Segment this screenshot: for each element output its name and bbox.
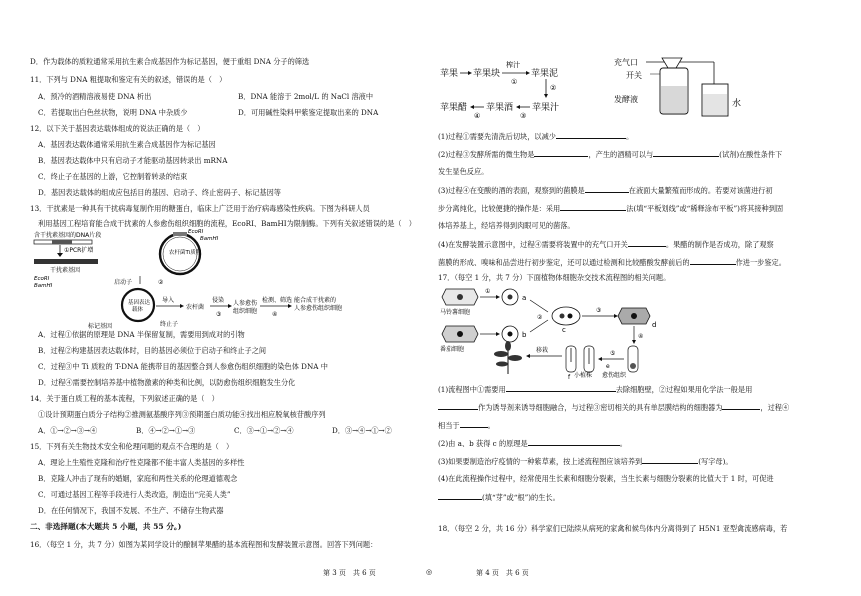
water-label: 水 <box>732 99 742 109</box>
flow-press: 榨汁 <box>506 61 520 69</box>
switch-label: 开关 <box>626 71 642 80</box>
plantlet-label: 小植株 <box>574 372 593 379</box>
detect-label: 检测、筛选 <box>262 297 293 304</box>
q15-stem: 15．下列有关生物技术安全和伦理问题的观点不合理的是（ ） <box>30 442 234 451</box>
liquid-label: 发酵液 <box>614 95 638 104</box>
result-label-2: 人参愈伤组织细胞 <box>294 305 343 312</box>
q16-part3: (3)过程④在变酸的酒的表面，观察到的菌膜是 在液面大量繁殖而形成的。若要对该菌进行初 <box>438 186 773 195</box>
q11-options-cd: C．若提取出白色丝状物，说明 DNA 中杂质少 D．可用碱性染料甲紫鉴定提取出来的 DNA <box>38 108 379 117</box>
q14-stem: 14．关于蛋白质工程的基本流程，下列叙述正确的是（ ） <box>30 394 219 403</box>
q16-part2-cont: 发生显色反应。 <box>438 167 489 176</box>
callus-cell-label-2: 组织细胞 <box>233 308 258 315</box>
label-e: e <box>606 363 610 370</box>
flow-mash: 苹果泥 <box>531 69 559 79</box>
q17-part4: (4)在此流程操作过程中，经常使用生长素和细胞分裂素，当生长素与细胞分裂素的比值大于 1 时，可促进 <box>438 474 774 483</box>
flow-chunk: 苹果块 <box>473 69 501 79</box>
flow-step2: ② <box>550 84 557 92</box>
flow-wine: 苹果酒 <box>486 103 514 113</box>
q13-option-a: A．过程①依据的原理是 DNA 半保留复制，需要用到成对的引物 <box>38 330 245 339</box>
fused-cell-c <box>552 307 580 325</box>
q15-option-a: A．理论上生殖性克隆和治疗性克隆都不能丰富人类基因的多样性 <box>38 458 245 467</box>
left-page-footer: 第 3 页 共 6 页 <box>323 569 376 577</box>
q13-option-c: C．过程③中 Ti 质粒的 T-DNA 能携带目的基因整合到人参愈伤组织细胞的染色体 DNA 中 <box>38 362 328 371</box>
flow-step3: ③ <box>520 112 527 120</box>
ifn-gene-bar <box>34 259 98 264</box>
infect-label: 侵染 <box>212 297 225 304</box>
vector-label-2: 载体 <box>132 307 144 313</box>
q17-part3: (3)如果要制造治疗疫情的一种紫草素，按上述流程图应该培养到 (写字母)。 <box>438 457 733 466</box>
q16-part3-cont: 步分离纯化，比较便捷的操作是：采用 法(填“平板划线”或“稀释涂布平板”)将其接种到固 <box>438 204 784 213</box>
ifn-gene-label: 干扰素基因 <box>50 267 81 274</box>
flow-step4: ④ <box>474 112 481 120</box>
marker-label: 标记基因 <box>88 323 113 330</box>
label-f: f <box>568 374 571 380</box>
q12-option-c: C．终止子在基因的上游，它控制着转录的结束 <box>38 172 188 181</box>
result-label-1: 能合成干扰素的 <box>294 297 337 304</box>
q16-part1: (1)过程①需要先清洗后切块，以减少 。 <box>438 132 634 141</box>
vector-label-1: 基因表达 <box>128 300 151 306</box>
import-label: 导入 <box>162 297 175 304</box>
q15-option-b: B．克隆人冲击了现有的婚姻，家庭和两性关系的伦理道德观念 <box>38 474 238 483</box>
promoter-label: 启动子 <box>114 279 133 286</box>
mature-plant <box>494 341 522 374</box>
protoplast-fusion-diagram <box>438 284 668 380</box>
label-d: d <box>652 321 657 329</box>
terminator-label: 终止子 <box>160 321 179 328</box>
transplant-label: 移栽 <box>536 347 549 354</box>
fermentation-device <box>614 56 754 126</box>
left-page <box>30 0 433 596</box>
q10-option-d: D．作为载体的质粒通常采用抗生素合成基因作为标记基因，便于重组 DNA 分子的筛选 <box>30 57 310 66</box>
ecori-left-label: EcoRⅠ <box>34 276 50 282</box>
potato-label: 马铃薯细胞 <box>440 309 471 316</box>
step2-label: ② <box>158 279 164 286</box>
step2-label-fusion: ② <box>537 314 543 321</box>
pcr-step-label: ①PCR扩增 <box>64 247 94 254</box>
binding-mark: ◎ <box>426 568 433 576</box>
flow-juice: 苹果汁 <box>532 103 560 113</box>
q17-part4-cont: (填“芽”或“根”)的生长。 <box>438 492 560 502</box>
q12-option-a: A．基因表达载体通常采用抗生素合成基因作为标记基因 <box>38 140 216 149</box>
q16-stem: 16．（每空 1 分，共 7 分）如图为某同学设计的酿制苹果醋的基本流程图和发酵装置示意图。回答下列问题： <box>30 540 378 549</box>
dna-fragment-gene <box>52 240 72 244</box>
dna-fragment-label: 含干扰素基因的DNA片段 <box>34 232 102 239</box>
q12-option-b: B．基因表达载体中只有启动子才能驱动基因转录出 mRNA <box>38 156 228 165</box>
step3-label-fusion: ③ <box>596 307 602 314</box>
bamhi-left-label: BamHⅠ <box>34 283 53 289</box>
inlet-label: 充气口 <box>614 58 638 67</box>
q17-part1-cont: 作为诱导剂来诱导细胞融合，与过程③密切相关的具有单层膜结构的细胞器为 ，过程④ <box>438 402 789 412</box>
step4-label-fusion: ④ <box>638 333 644 340</box>
q15-option-c: C．可通过基因工程等手段进行人类改造，制造出“完美人类” <box>38 490 231 499</box>
section-2-heading: 二、非选择题(本大题共 5 小题，共 55 分。) <box>30 522 182 531</box>
q15-option-d: D．在任何情况下，我国不发展、不生产、不储存生物武器 <box>38 506 224 515</box>
q18-stem: 18．（每空 2 分，共 16 分）科学家们已陆续从病死的家禽和候鸟体内分离得到了 H5N1 亚型禽流感病毒，若 <box>438 524 788 533</box>
label-b: b <box>522 331 527 339</box>
q17-stem: 17．（每空 1 分，共 7 分）下面植物体细胞杂交技术流程图的相关问题。 <box>438 273 671 282</box>
q11-stem: 11．下列与 DNA 粗提取和鉴定有关的叙述，错误的是（ ） <box>30 75 227 84</box>
q13-option-d: D．过程④需要控制培养基中植物激素的种类和比例，以防愈伤组织细胞发生分化 <box>38 378 296 387</box>
q13-stem-line2: 利用基因工程培育能合成干扰素的人参愈伤组织细胞的流程，EcoRⅠ、BamHⅠ为限制酶。下列有关叙述错误的是（ ） <box>38 219 416 228</box>
q17-part2: (2)由 a、b 获得 c 的原理是 。 <box>438 439 627 448</box>
label-a: a <box>522 294 527 302</box>
bamhi-plasmid-label: BamHⅠ <box>200 236 219 242</box>
flow-vinegar: 苹果醋 <box>440 103 468 113</box>
step5-label: ⑤ <box>610 350 616 357</box>
q13-stem-line1: 13．干扰素是一种具有干扰病毒复制作用的糖蛋白，临床上广泛用于治疗病毒感染性疾病。下图为科研人员 <box>30 204 370 213</box>
q12-stem: 12．以下关于基因表达载体组成的说法正确的是（ ） <box>30 124 205 133</box>
q13-option-b: B．过程②构建基因表达载体时，目的基因必须位于启动子和终止子之间 <box>38 346 267 355</box>
step1-label: ① <box>485 288 491 295</box>
q12-option-d: D．基因表达载体的组成应包括目的基因、启动子、终止密码子、标记基因等 <box>38 188 281 197</box>
gene-engineering-diagram <box>30 228 390 330</box>
q16-part4-cont: 菌膜的形成、嗅味和品尝进行初步鉴定，还可以通过检测和比较醋酸发酵前后的 作进一步鉴定。 <box>438 258 786 267</box>
ti-plasmid-label: 农杆菌Ti质粒 <box>169 250 202 256</box>
q16-part4: (4)在发酵装置示意图中，过程④需要将装置中的充气口开关 。果醋的制作是否成功，除了观察 <box>438 240 774 249</box>
q14-steps: ①设计预期蛋白质分子结构②推测氨基酸序列③预期蛋白质功能④找出相应脱氧核苷酸序列 <box>38 410 326 419</box>
q17-part1-end: 相当于 。 <box>438 421 495 430</box>
right-page <box>438 0 843 596</box>
label-c: c <box>562 326 566 334</box>
flow-apple: 苹果 <box>440 69 459 79</box>
flow-step1: ① <box>511 78 518 86</box>
tomato-label: 番茄细胞 <box>440 346 465 353</box>
step3-label: ③ <box>216 311 222 318</box>
agrobacterium-label: 农杆菌 <box>186 304 205 311</box>
callus-label: 愈伤组织 <box>602 372 627 379</box>
q16-part2: (2)过程③发酵所需的微生物是 ，产生的酒精可以与 (试剂)在酸性条件下 <box>438 150 783 159</box>
q14-options: A．①→②→③→④ B．④→②→①→③ C．③→①→②→④ D．③→④→①→② <box>38 426 392 435</box>
right-page-footer: 第 4 页 共 6 页 <box>476 569 529 577</box>
q11-options-ab: A．预冷的酒精溶液易使 DNA 析出 B．DNA 能溶于 2mol/L 的 NaCl 溶液中 <box>38 92 374 101</box>
q16-part3-end: 体培养基上，经培养得到肉眼可见的菌落。 <box>438 221 575 230</box>
callus-cell-label-1: 人参愈伤 <box>233 300 258 307</box>
step4-label: ④ <box>272 311 278 318</box>
apple-vinegar-flowchart <box>438 56 603 120</box>
q17-part1: (1)流程图中①需要用 去除细胞壁，②过程如果用化学法一般是用 <box>438 385 753 394</box>
ecori-plasmid-label: EcoRⅠ <box>188 229 204 235</box>
